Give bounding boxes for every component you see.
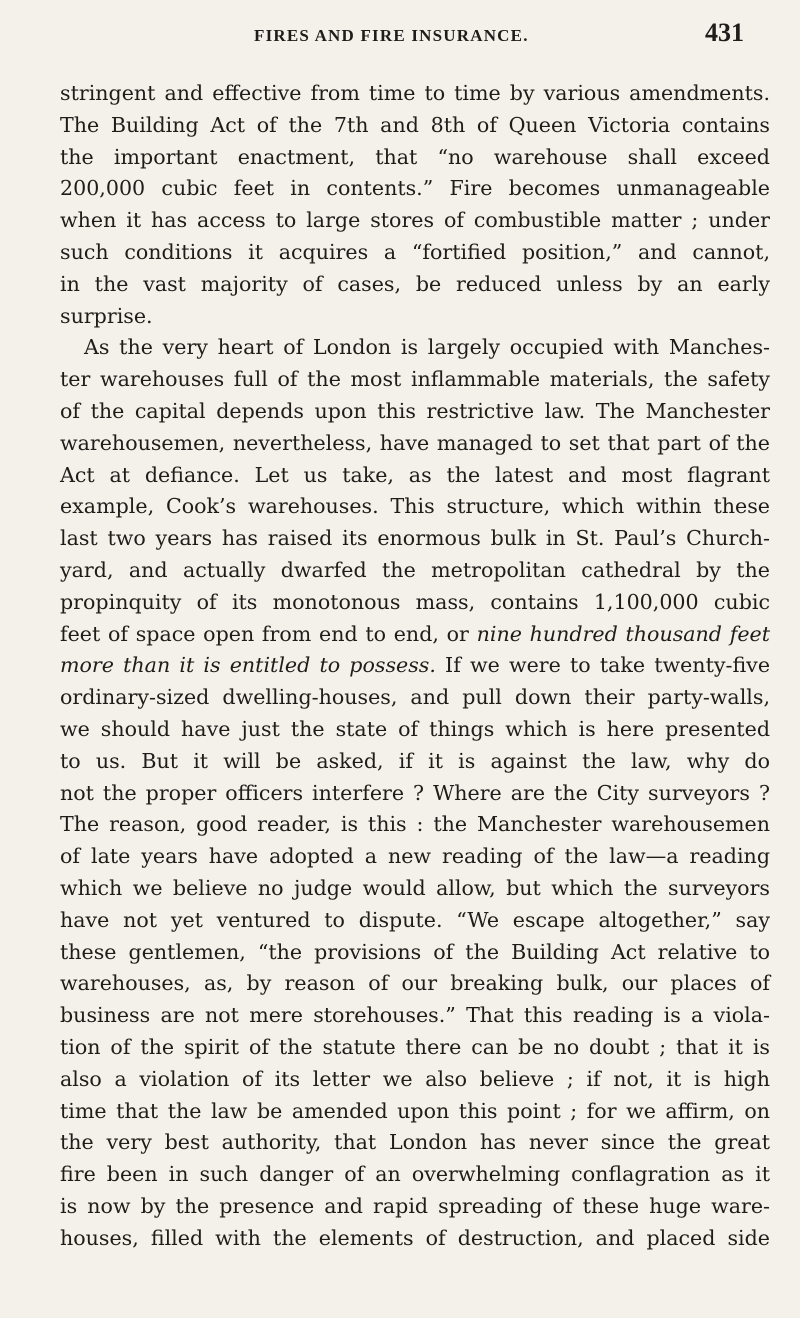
text-line-italic: nine hundred thousand feet (476, 621, 770, 646)
text-line: in the vast majority of cases, be reduced unless by an early (60, 271, 770, 296)
text-line: of the capital depends upon this restrictive law. The Manchester (60, 398, 770, 423)
text-line (60, 619, 770, 651)
running-head (250, 18, 744, 48)
text-line (60, 650, 770, 682)
text-line: to us. But it will be asked, if it is against the law, why do (60, 748, 770, 773)
text-line: warehousemen, nevertheless, have managed to set that part of the (60, 430, 770, 455)
body-text (60, 78, 770, 1254)
text-line: The Building Act of the 7th and 8th of Queen Victoria contains (60, 112, 770, 137)
text-line: the important enactment, that “no warehouse shall exceed (60, 144, 770, 169)
text-line: the very best authority, that London has never since the great (60, 1130, 770, 1155)
text-line-roman: If we were to take twenty-five (435, 653, 771, 678)
text-line: these gentlemen, “the provisions of the Building Act relative to (60, 939, 770, 964)
text-line: stringent and effective from time to time by various amendments. (60, 81, 770, 105)
text-line: is now by the presence and rapid spreading of these huge ware- (60, 1193, 770, 1218)
text-line: The reason, good reader, is this : the Manchester warehousemen (60, 812, 770, 837)
text-line: of late years have adopted a new reading of the law—a reading (60, 844, 770, 869)
page-number: 431 (705, 18, 744, 47)
text-line: ordinary-sized dwelling-houses, and pull down their party-walls, (60, 685, 770, 710)
text-line: ter warehouses full of the most inflammable materials, the safety (60, 367, 770, 392)
text-line: have not yet ventured to dispute. “We escape altogether,” say (60, 907, 770, 932)
text-line: yard, and actually dwarfed the metropolitan cathedral by the (60, 557, 770, 582)
text-line: time that the law be amended upon this point ; for we affirm, on (60, 1098, 770, 1123)
text-line: fire been in such danger of an overwhelming conflagration as it (60, 1162, 770, 1187)
text-line-roman: feet of space open from end to end, or (60, 621, 477, 646)
text-line: surprise. (60, 303, 153, 328)
text-line: such conditions it acquires a “fortified position,” and cannot, (60, 239, 770, 264)
text-line: not the proper officers interfere ? Where are the City surveyors ? (60, 780, 770, 805)
text-line: business are not mere storehouses.” That this reading is a viola- (60, 1003, 770, 1028)
text-line: which we believe no judge would allow, but which the surveyors (60, 875, 770, 900)
text-line: example, Cook’s warehouses. This structure, which within these (60, 494, 770, 519)
running-head-title: FIRES AND FIRE INSURANCE. (254, 26, 529, 45)
text-line: we should have just the state of things which is here presented (60, 716, 770, 741)
text-line: last two years has raised its enormous bulk in St. Paul’s Church- (60, 526, 770, 551)
text-line: Act at defiance. Let us take, as the latest and most flagrant (60, 462, 770, 487)
text-line: warehouses, as, by reason of our breaking bulk, our places of (60, 971, 770, 996)
text-line: when it has access to large stores of combustible matter ; under (60, 208, 770, 233)
text-line: also a violation of its letter we also believe ; if not, it is high (60, 1066, 770, 1091)
text-line: As the very heart of London is largely occupied with Manches- (84, 335, 770, 360)
text-line: 200,000 cubic feet in contents.” Fire becomes unmanageable (60, 176, 770, 201)
text-line: propinquity of its monotonous mass, contains 1,100,000 cubic (60, 589, 770, 614)
text-line-italic: more than it is entitled to possess. (60, 653, 436, 678)
text-line: tion of the spirit of the statute there can be no doubt ; that it is (60, 1034, 770, 1059)
text-line: houses, filled with the elements of destruction, and placed side (60, 1225, 770, 1250)
